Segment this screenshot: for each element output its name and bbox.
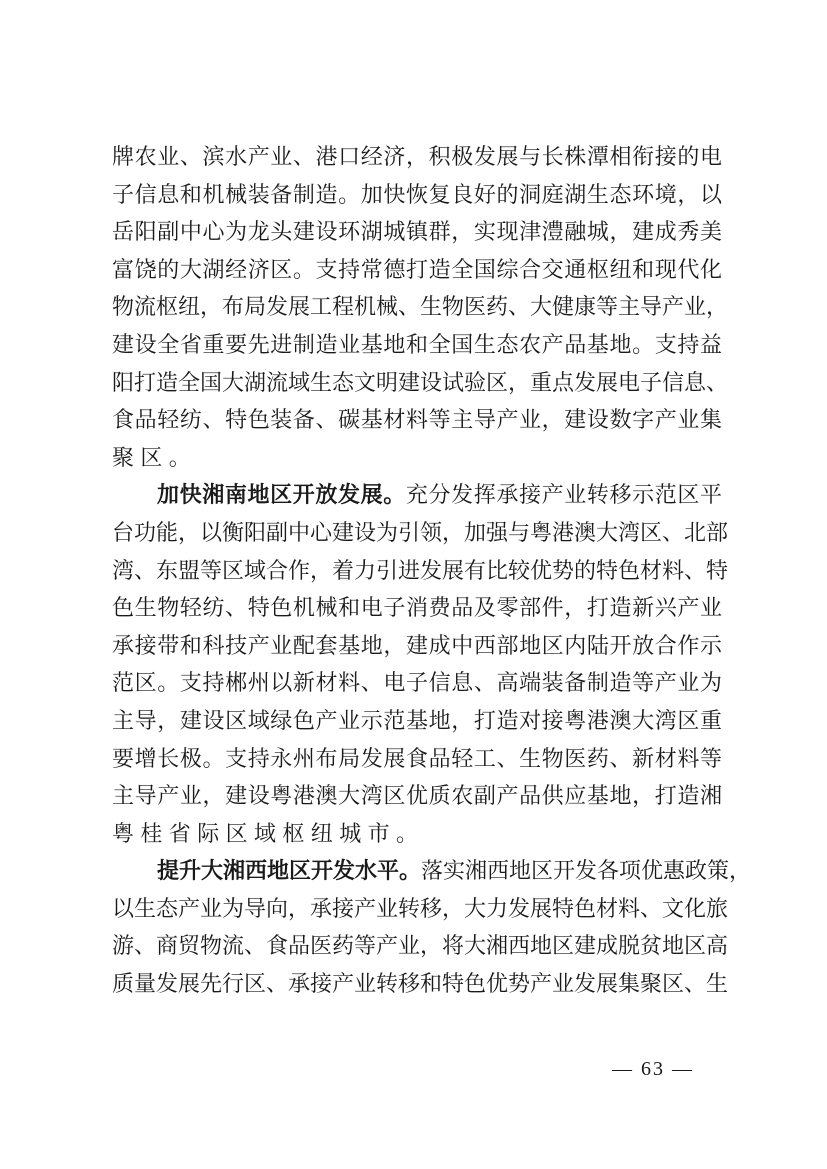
text-line: 牌农业、滨水产业、港口经济，积极发展与长株潭相衔接的电 [112,145,722,170]
paragraph-heading: 提升大湘西地区开发水平。 [157,859,422,885]
body-text [112,139,752,1004]
text-line: 要增长极。支持永州布局发展食品轻工、生物医药、新材料等 [112,746,722,772]
text-line: 聚区。 [112,445,198,471]
paragraph-first-line [112,477,722,515]
text-line: 建设全省重要先进制造业基地和全国生态农产品基地。支持益 [112,332,722,358]
page-number: — 63 — [612,1058,694,1080]
text-span: 落实湘西地区开发各项优惠政策， [421,859,752,885]
text-line: 色生物轻纺、特色机械和电子消费品及零部件，打造新兴产业 [112,596,722,622]
text-span: 充分发挥承接产业转移示范区平 [405,483,722,509]
text-line: 范区。支持郴州以新材料、电子信息、高端装备制造等产业为 [112,671,722,697]
text-line: 阳打造全国大湖流域生态文明建设试验区，重点发展电子信息、 [112,370,729,396]
text-line: 主导，建设区域绿色产业示范基地，打造对接粤港澳大湾区重 [112,708,722,734]
text-line: 物流枢纽，布局发展工程机械、生物医药、大健康等主导产业， [112,295,729,321]
text-line: 湾、东盟等区域合作，着力引进发展有比较优势的特色材料、特 [112,558,729,584]
text-line: 粤桂省际区域枢纽城市。 [112,821,425,847]
text-line: 台功能，以衡阳副中心建设为引领，加强与粤港澳大湾区、北部 [112,520,729,546]
text-line: 富饶的大湖经济区。支持常德打造全国综合交通枢纽和现代化 [112,257,722,283]
text-line: 食品轻纺、特色装备、碳基材料等主导产业，建设数字产业集 [112,408,722,434]
text-line: 主导产业，建设粤港澳大湾区优质农副产品供应基地，打造湘 [112,784,722,810]
text-line: 游、商贸物流、食品医药等产业，将大湘西地区建成脱贫地区高 [112,934,729,960]
paragraph-first-line [112,853,752,891]
paragraph-heading: 加快湘南地区开放发展。 [157,483,406,509]
text-line: 承接带和科技产业配套基地，建成中西部地区内陆开放合作示 [112,633,722,659]
text-line: 岳阳副中心为龙头建设环湖城镇群，实现津澧融城，建成秀美 [112,220,722,246]
text-line: 子信息和机械装备制造。加快恢复良好的洞庭湖生态环境，以 [112,182,722,208]
text-line: 以生态产业为导向，承接产业转移，大力发展特色材料、文化旅 [112,896,729,922]
text-line: 质量发展先行区、承接产业转移和特色优势产业发展集聚区、生 [112,972,729,998]
